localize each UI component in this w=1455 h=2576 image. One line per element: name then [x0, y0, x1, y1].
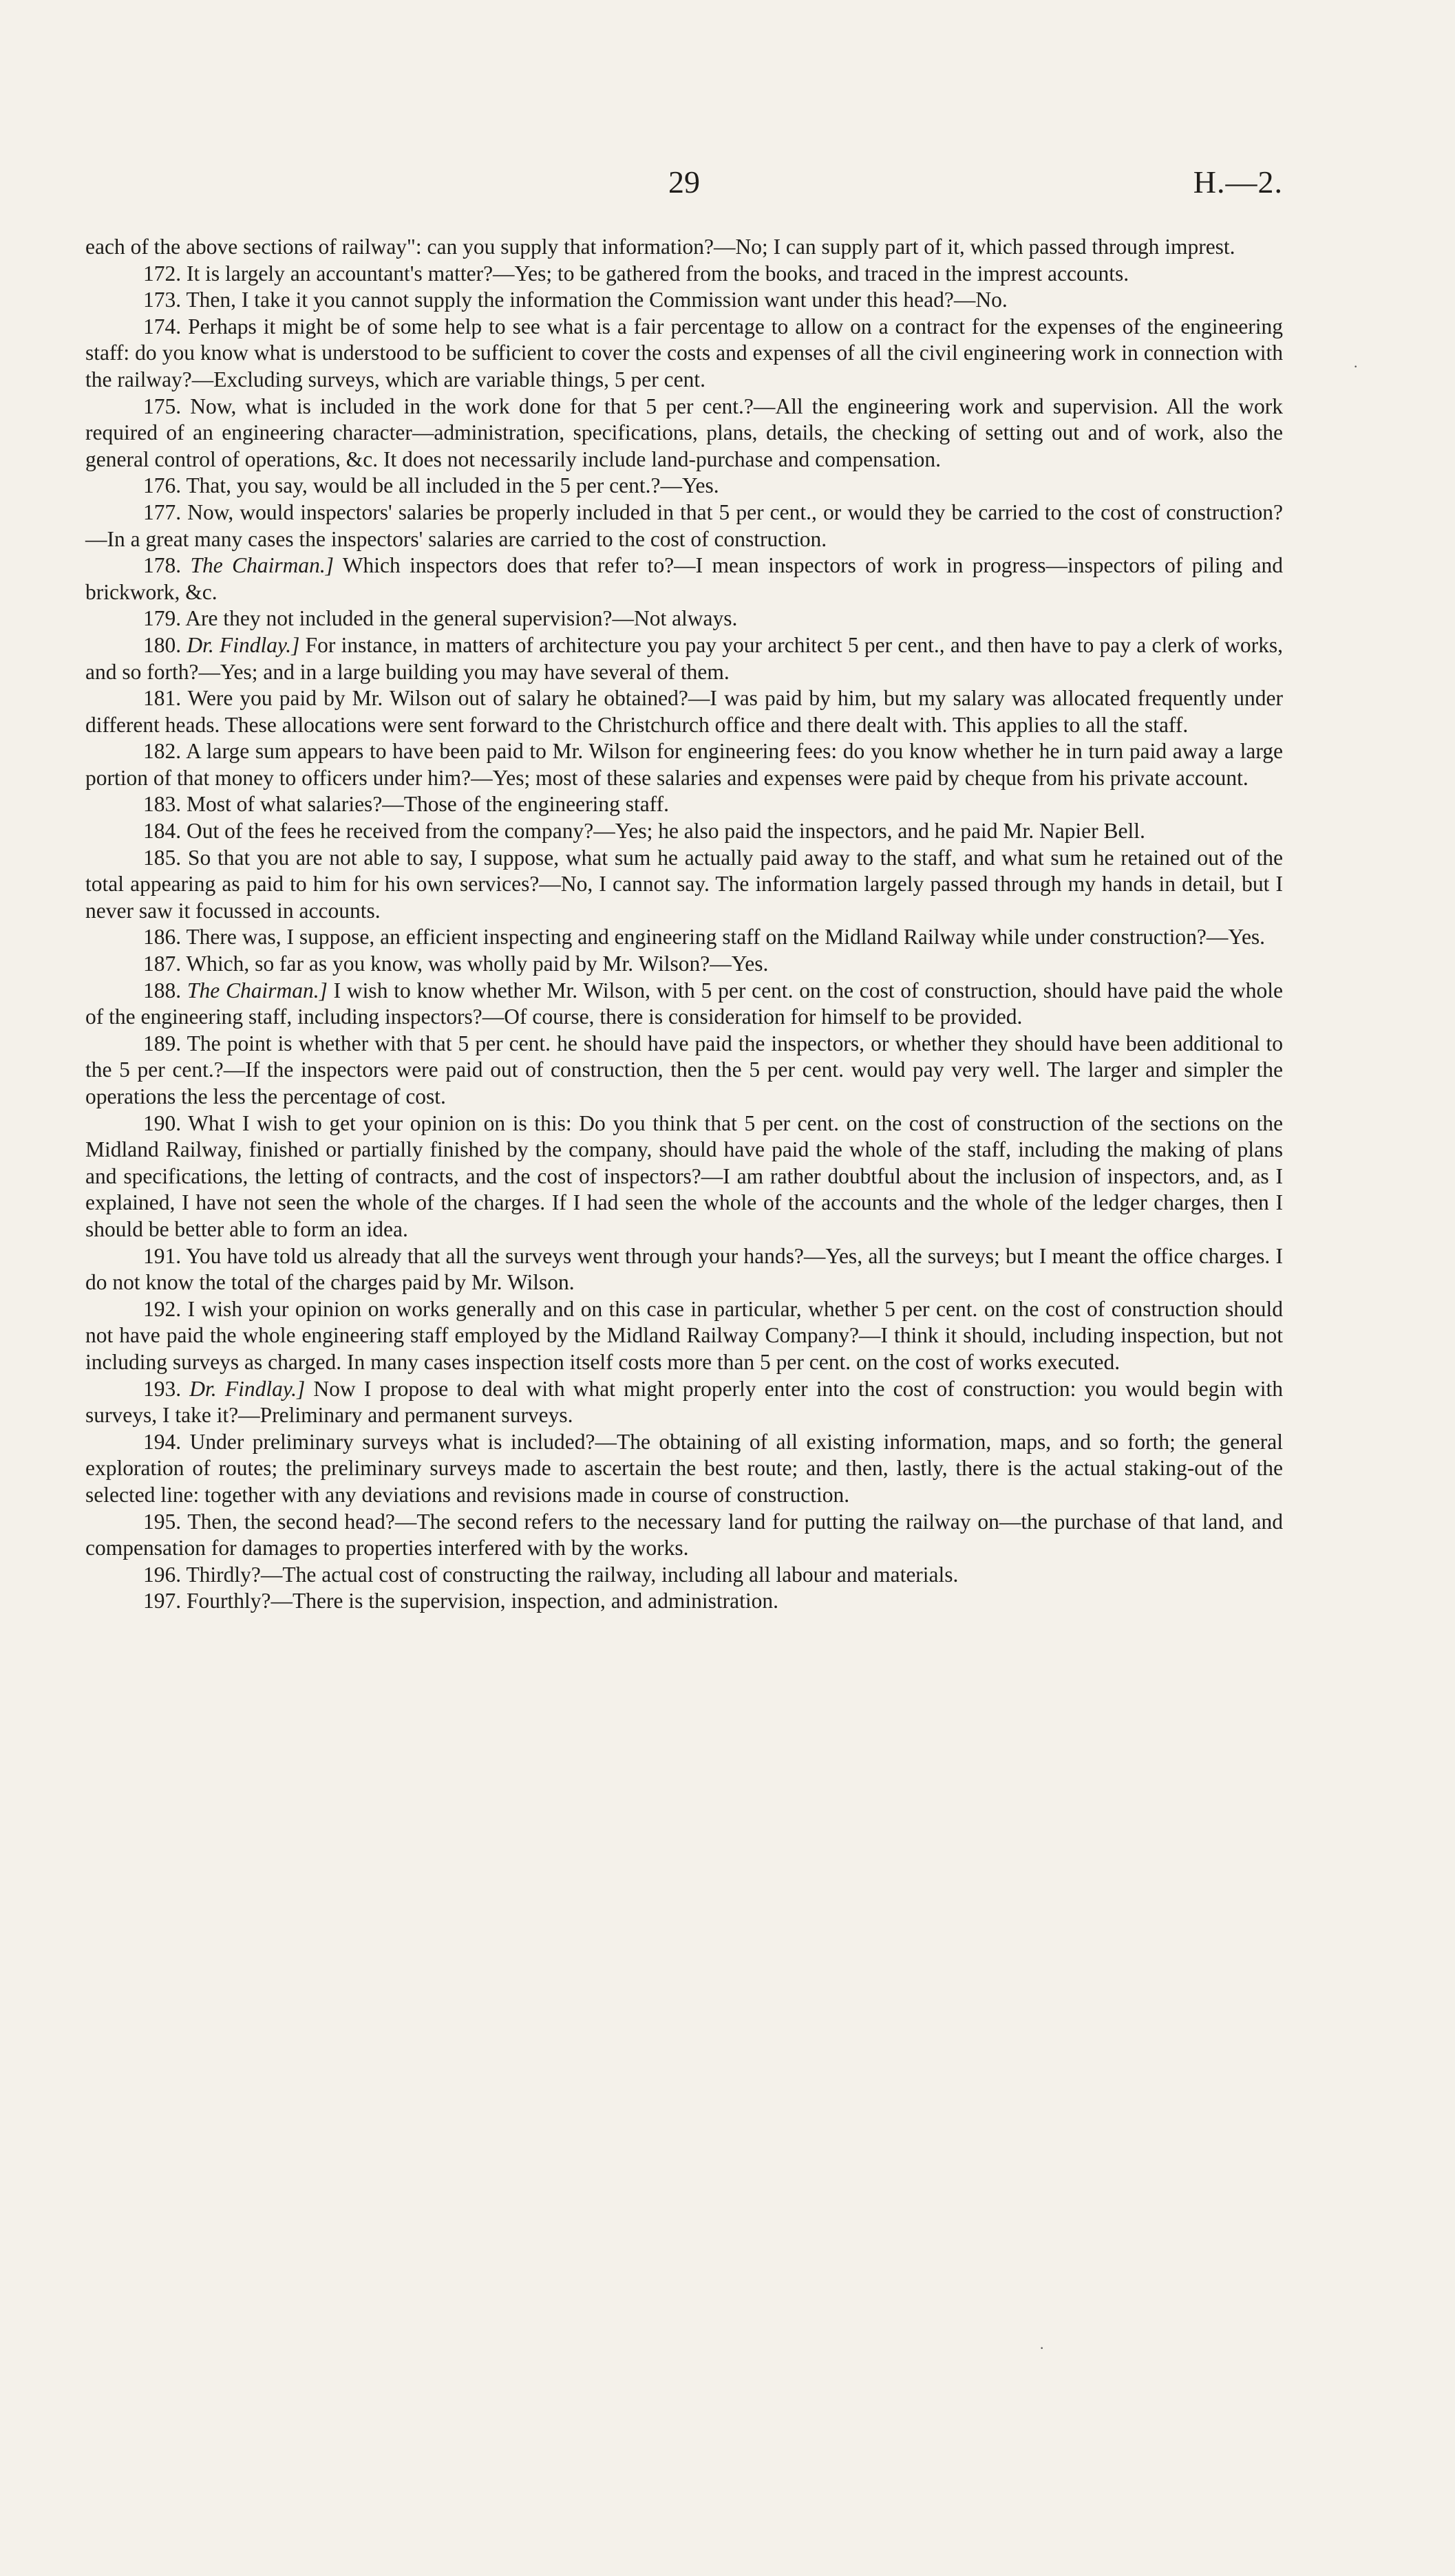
paragraph-text: There was, I suppose, an efficient inspecting and engineering staff on the Midland Railway while under construction?—Yes.	[186, 925, 1266, 949]
paragraph-text: Are they not included in the general supervision?—Not always.	[185, 606, 738, 631]
question-paragraph	[85, 951, 1283, 978]
question-paragraph	[85, 314, 1283, 394]
question-paragraph	[85, 287, 1283, 314]
question-number: 192.	[143, 1296, 182, 1321]
speaker-label: The Chairman.]	[190, 553, 334, 578]
paragraph-text: Now, what is included in the work done for that 5 per cent.?—All the engineering work and supervision. All the work required of an engineering character—administration, specifications, plans, details, the checking of setting out and of work, also the general control of operations, &c. It does not necessarily include land-purchase and compensation.	[85, 394, 1284, 471]
scan-speck: ·	[1353, 358, 1359, 375]
paragraph-text: I wish your opinion on works generally and on this case in particular, whether 5 per cent. on the cost of construction should not have paid the whole engineering staff employed by the Midland Railway Company?—I think it should, including inspection, but not including surveys as charged. In many cases inspection itself costs more than 5 per cent. on the cost of works executed.	[85, 1296, 1284, 1374]
question-number: 175.	[143, 394, 182, 418]
paragraph-text: I wish to know whether Mr. Wilson, with 5 per cent. on the cost of construction, should have paid the whole of the engineering staff, including inspectors?—Of course, there is consideration for himself to be provided.	[85, 978, 1284, 1029]
paragraph-text: So that you are not able to say, I suppose, what sum he actually paid away to the staff, and what sum he retained out of the total appearing as paid to him for his own services?—No, I cannot say. The information largely passed through my hands in detail, but I never saw it focussed in accounts.	[85, 845, 1283, 923]
paragraph-text: Fourthly?—There is the supervision, inspection, and administration.	[187, 1589, 778, 1613]
paragraph-text: Out of the fees he received from the company?—Yes; he also paid the inspectors, and he paid Mr. Napier Bell.	[187, 819, 1145, 844]
question-paragraph	[85, 500, 1283, 552]
scan-speck: ·	[1039, 2339, 1045, 2357]
question-number: 189.	[143, 1031, 182, 1055]
paragraph-text: Which, so far as you know, was wholly paid by Mr. Wilson?—Yes.	[186, 952, 769, 976]
paragraph-text: That, you say, would be all included in the 5 per cent.?—Yes.	[186, 473, 719, 498]
paragraph-text: It is largely an accountant's matter?—Yes; to be gathered from the books, and traced in the imprest accounts.	[187, 261, 1129, 286]
question-paragraph	[85, 261, 1283, 288]
question-paragraph	[85, 473, 1283, 500]
speaker-label: Dr. Findlay.]	[187, 632, 300, 657]
paragraph-text: Under preliminary surveys what is included?—The obtaining of all existing information, maps, and so forth; the general exploration of routes; the preliminary surveys made to ascertain the best route; and then, lastly, there is the actual staking-out of the selected line: together with any deviations and revisions made in course of construction.	[85, 1429, 1284, 1507]
speaker-label: The Chairman.]	[187, 978, 328, 1002]
question-paragraph	[85, 845, 1283, 925]
question-number: 188.	[143, 978, 182, 1002]
question-number: 184.	[143, 819, 182, 844]
question-number: 190.	[143, 1110, 182, 1135]
question-paragraph	[85, 978, 1283, 1031]
question-number: 197.	[143, 1589, 182, 1613]
question-paragraph	[85, 1376, 1283, 1429]
paragraph-text: A large sum appears to have been paid to Mr. Wilson for engineering fees: do you know whether he in turn paid away a large portion of that money to officers under him?—Yes; most of these salaries and expenses were paid by cheque from his private account.	[85, 739, 1284, 790]
paragraph	[85, 234, 1283, 261]
question-number: 182.	[143, 739, 182, 764]
question-number: 183.	[143, 792, 182, 817]
page-number: 29	[668, 164, 700, 200]
question-number: 185.	[143, 845, 182, 870]
question-paragraph	[85, 738, 1283, 791]
speaker-label: Dr. Findlay.]	[189, 1376, 306, 1401]
question-paragraph	[85, 1031, 1283, 1110]
question-number: 174.	[143, 314, 182, 339]
question-paragraph	[85, 1110, 1283, 1243]
question-number: 186.	[143, 925, 182, 949]
question-number: 187.	[143, 952, 182, 976]
paragraph-text: The point is whether with that 5 per cent. he should have paid the inspectors, or whether they should have been additional to the 5 per cent.?—If the inspectors were paid out of construction, then the 5 per cent. would pay very well. The larger and simpler the operations the less the percentage of cost.	[85, 1031, 1283, 1108]
question-number: 177.	[143, 500, 182, 524]
paragraph-text: Which inspectors does that refer to?—I mean inspectors of work in progress—inspectors of piling and brickwork, &c.	[85, 553, 1283, 604]
question-number: 193.	[143, 1376, 182, 1401]
paragraph-text: Now I propose to deal with what might properly enter into the cost of construction: you would begin with surveys, I take it?—Preliminary and permanent surveys.	[85, 1376, 1284, 1428]
question-paragraph	[85, 1588, 1283, 1615]
question-paragraph	[85, 1296, 1283, 1376]
paragraph-text: each of the above sections of railway": can you supply that information?—No; I can supply part of it, which passed through imprest.	[85, 235, 1235, 259]
question-paragraph	[85, 394, 1283, 473]
paragraph-text: For instance, in matters of architecture you pay your architect 5 per cent., and then have to pay a clerk of works, and so forth?—Yes; and in a large building you may have several of them.	[85, 632, 1284, 684]
paragraph-text: Then, I take it you cannot supply the information the Commission want under this head?—No.	[186, 288, 1008, 312]
minutes-of-evidence-text	[85, 234, 1283, 1615]
paragraph-text: Now, would inspectors' salaries be properly included in that 5 per cent., or would they be carried to the cost of construction?—In a great many cases the inspectors' salaries are carried to the cost of construction.	[85, 500, 1283, 551]
paragraph-text: Most of what salaries?—Those of the engineering staff.	[187, 792, 669, 817]
paragraph-text: Perhaps it might be of some help to see what is a fair percentage to allow on a contract for the expenses of the engineering staff: do you know what is understood to be sufficient to cover the costs and expenses of all the civil engineering work in connection with the railway?—Excluding surveys, which are variable things, 5 per cent.	[85, 314, 1283, 391]
question-number: 196.	[143, 1562, 182, 1587]
question-number: 173.	[143, 288, 182, 312]
paragraph-text: Thirdly?—The actual cost of constructing the railway, including all labour and materials.	[186, 1562, 959, 1587]
question-paragraph	[85, 1562, 1283, 1589]
question-number: 179.	[143, 606, 182, 631]
question-paragraph	[85, 685, 1283, 738]
question-number: 180.	[143, 632, 182, 657]
question-number: 176.	[143, 473, 182, 498]
question-paragraph	[85, 818, 1283, 845]
question-number: 191.	[143, 1243, 182, 1268]
question-paragraph	[85, 632, 1283, 685]
question-number: 195.	[143, 1509, 182, 1534]
question-number: 181.	[143, 686, 182, 711]
question-number: 172.	[143, 261, 182, 286]
question-paragraph	[85, 791, 1283, 818]
question-paragraph	[85, 1429, 1283, 1509]
paragraph-text: What I wish to get your opinion on is this: Do you think that 5 per cent. on the cost of construction of the sections on the Midland Railway, finished or partially finished by the company, should have paid the whole of the staff, including the making of plans and specifications, the letting of contracts, and the cost of inspectors?—I am rather doubtful about the inclusion of inspectors, and, as I explained, I have not seen the whole of the charges. If I had seen the whole of the accounts and the whole of the ledger charges, then I should be better able to form an idea.	[85, 1110, 1283, 1241]
question-paragraph	[85, 605, 1283, 632]
paragraph-text: Then, the second head?—The second refers to the necessary land for putting the railway on—the purchase of that land, and compensation for damages to properties interfered with by the works.	[85, 1509, 1283, 1560]
paragraph-text: Were you paid by Mr. Wilson out of salary he obtained?—I was paid by him, but my salary was allocated frequently under different heads. These allocations were sent forward to the Christchurch office and there dealt with. This applies to all the staff.	[85, 686, 1283, 737]
question-paragraph	[85, 552, 1283, 605]
question-number: 194.	[143, 1429, 182, 1454]
question-paragraph	[85, 924, 1283, 951]
document-reference: H.—2.	[1193, 164, 1283, 200]
question-paragraph	[85, 1243, 1283, 1296]
question-paragraph	[85, 1509, 1283, 1562]
page-header	[85, 164, 1283, 212]
paragraph-text: You have told us already that all the surveys went through your hands?—Yes, all the surveys; but I meant the office charges. I do not know the total of the charges paid by Mr. Wilson.	[85, 1243, 1283, 1295]
question-number: 178.	[143, 553, 182, 578]
